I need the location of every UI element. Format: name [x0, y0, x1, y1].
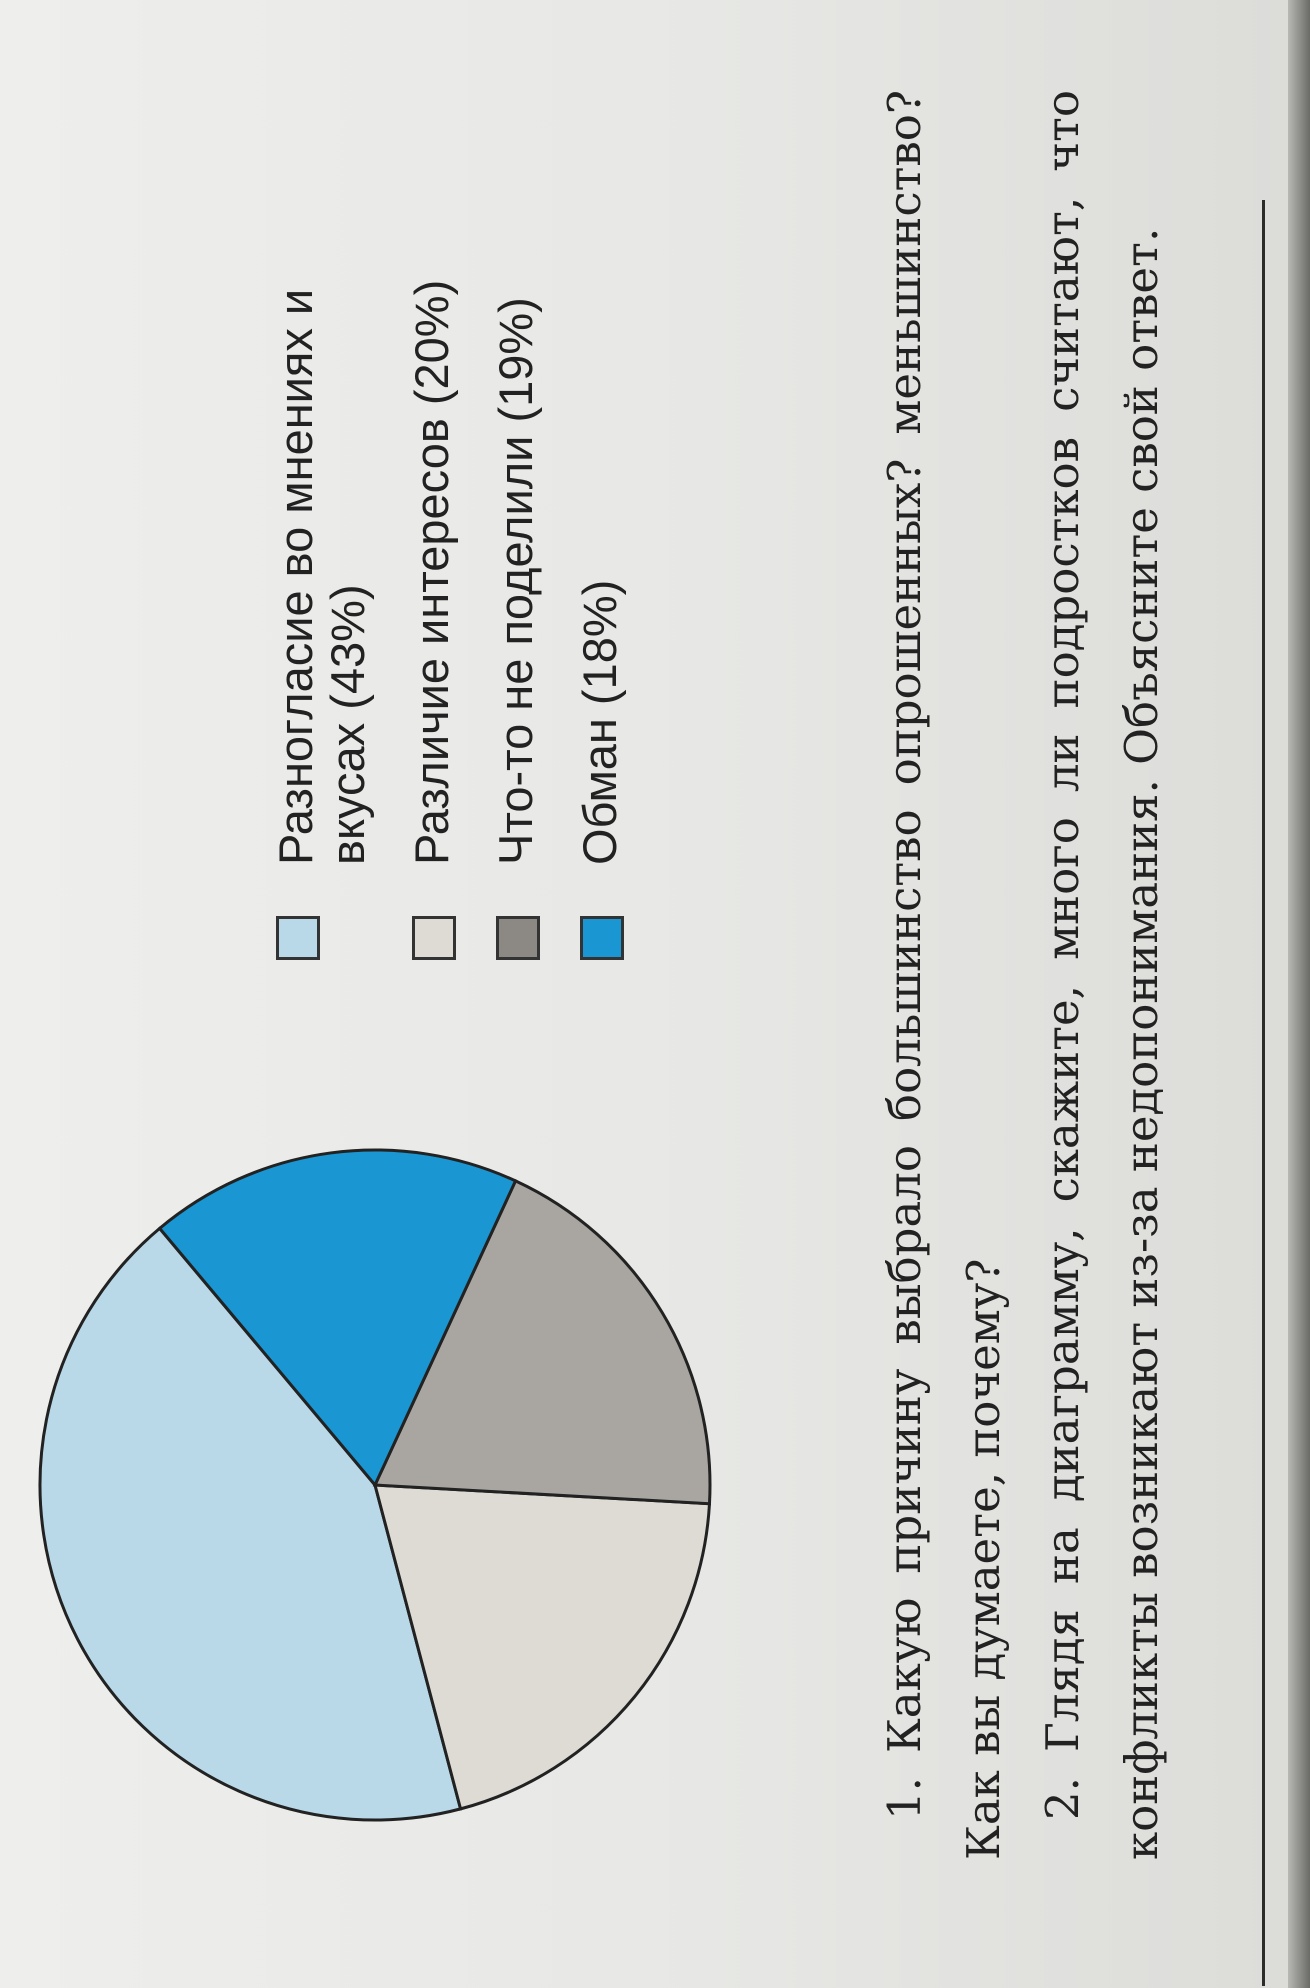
- legend-label: Разногласие во мнениях и вкусах (43%): [269, 288, 374, 865]
- legend-item-not-shared: [490, 200, 542, 960]
- legend-swatch: [412, 916, 456, 960]
- question-1: 1. Какую причину выбрало большинство опрошенных? меньшинство? Как вы думаете, почему?: [878, 90, 1010, 1860]
- legend-swatch: [276, 916, 320, 960]
- legend-item-deception: [574, 200, 626, 960]
- legend-swatch: [496, 916, 540, 960]
- chart-legend: [270, 200, 658, 960]
- legend-label: Различие интересов (20%): [405, 279, 458, 865]
- question-2: 2. Глядя на диаграмму, скажите, много ли подростков считают, что конфликты возникают из-за недопонимания. Объясните свой ответ.: [1036, 90, 1168, 1860]
- book-binding-edge: [1288, 0, 1310, 1988]
- legend-swatch: [580, 916, 624, 960]
- legend-item-interests: [406, 200, 458, 960]
- questions-text: [865, 90, 1181, 1860]
- legend-label: Что-то не поделили (19%): [489, 297, 542, 865]
- legend-label: Обман (18%): [573, 579, 626, 865]
- page-rule-line: [1262, 200, 1265, 1986]
- legend-item-disagreement: [270, 200, 374, 960]
